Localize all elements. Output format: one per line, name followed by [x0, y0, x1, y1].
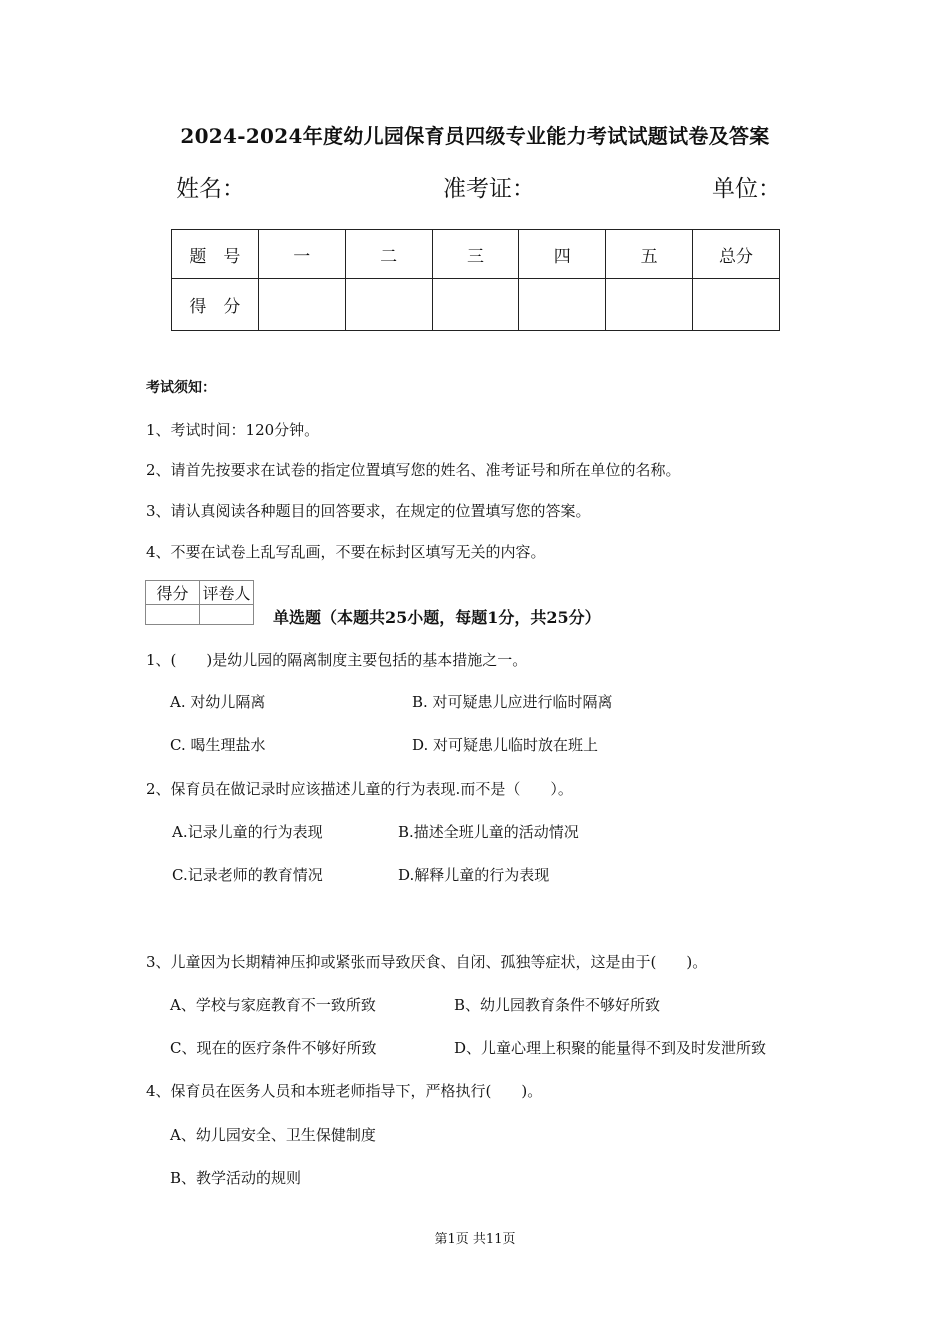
- question-stem: 1、( )是幼儿园的隔离制度主要包括的基本措施之一。: [146, 651, 528, 669]
- score-header-label: 题 号: [172, 230, 259, 279]
- question-option[interactable]: D.解释儿童的行为表现: [398, 866, 550, 884]
- score-cell[interactable]: [345, 279, 432, 331]
- notice-heading: 考试须知：: [146, 380, 216, 396]
- grader-score-cell[interactable]: [146, 605, 200, 625]
- score-header-3: 三: [432, 230, 519, 279]
- question-stem: 2、保育员在做记录时应该描述儿童的行为表现.而不是（ ）。: [146, 780, 573, 798]
- score-table: [171, 229, 780, 331]
- score-table-header-row: [172, 230, 780, 279]
- question-option[interactable]: C、现在的医疗条件不够好所致: [170, 1039, 377, 1057]
- document-title: 2024-2024年度幼儿园保育员四级专业能力考试试题试卷及答案: [180, 124, 770, 148]
- notice-item: 4、不要在试卷上乱写乱画，不要在标封区填写无关的内容。: [146, 543, 546, 561]
- score-header-1: 一: [258, 230, 345, 279]
- grader-score-label: 得分: [146, 581, 200, 605]
- score-table-score-row: [172, 279, 780, 331]
- question-option[interactable]: A、幼儿园安全、卫生保健制度: [170, 1126, 376, 1144]
- score-header-4: 四: [519, 230, 606, 279]
- grader-reviewer-label: 评卷人: [200, 581, 254, 605]
- notice-item: 3、请认真阅读各种题目的回答要求，在规定的位置填写您的答案。: [146, 502, 591, 520]
- score-cell[interactable]: [519, 279, 606, 331]
- question-stem: 4、保育员在医务人员和本班老师指导下，严格执行( )。: [146, 1082, 543, 1100]
- page-footer: 第1页 共11页: [434, 1232, 516, 1247]
- question-option[interactable]: D. 对可疑患儿临时放在班上: [412, 736, 599, 754]
- grader-reviewer-cell[interactable]: [200, 605, 254, 625]
- score-header-2: 二: [345, 230, 432, 279]
- score-cell[interactable]: [432, 279, 519, 331]
- question-option[interactable]: B.描述全班儿童的活动情况: [398, 823, 579, 841]
- question-option[interactable]: B. 对可疑患儿应进行临时隔离: [412, 693, 613, 711]
- grader-box: [145, 580, 254, 625]
- question-option[interactable]: B、幼儿园教育条件不够好所致: [454, 996, 661, 1014]
- score-header-5: 五: [606, 230, 693, 279]
- section-title: 单选题（本题共25小题，每题1分，共25分）: [273, 608, 601, 627]
- score-cell[interactable]: [606, 279, 693, 331]
- notice-item: 2、请首先按要求在试卷的指定位置填写您的姓名、准考证号和所在单位的名称。: [146, 461, 681, 479]
- question-option[interactable]: C. 喝生理盐水: [170, 736, 266, 754]
- question-option[interactable]: B、教学活动的规则: [170, 1169, 302, 1187]
- question-option[interactable]: A. 对幼儿隔离: [170, 693, 266, 711]
- score-row-label: 得 分: [172, 279, 259, 331]
- exam-id-field-label: 准考证：: [443, 176, 535, 202]
- unit-field-label: 单位：: [712, 176, 781, 202]
- notice-item: 1、考试时间：120分钟。: [146, 421, 320, 439]
- question-option[interactable]: A、学校与家庭教育不一致所致: [170, 996, 376, 1014]
- question-option[interactable]: A.记录儿童的行为表现: [172, 823, 323, 841]
- score-header-total: 总分: [693, 230, 780, 279]
- score-cell[interactable]: [258, 279, 345, 331]
- question-option[interactable]: D、儿童心理上积聚的能量得不到及时发泄所致: [454, 1039, 767, 1057]
- question-option[interactable]: C.记录老师的教育情况: [172, 866, 323, 884]
- name-field-label: 姓名：: [176, 176, 245, 202]
- question-stem: 3、儿童因为长期精神压抑或紧张而导致厌食、自闭、孤独等症状，这是由于( )。: [146, 953, 708, 971]
- score-cell-total[interactable]: [693, 279, 780, 331]
